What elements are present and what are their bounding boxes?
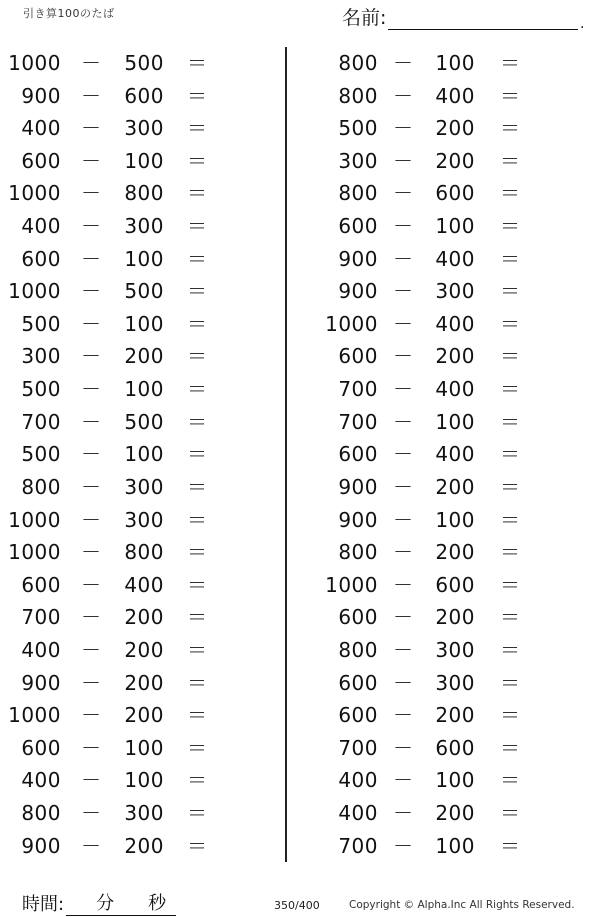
- equals-sign: ＝: [187, 279, 207, 304]
- minus-sign: －: [81, 801, 101, 826]
- subtrahend: 400: [124, 572, 164, 597]
- minus-sign: －: [81, 311, 101, 336]
- equals-sign: ＝: [187, 246, 207, 271]
- subtrahend: 600: [435, 181, 475, 206]
- equals-sign: ＝: [187, 474, 207, 499]
- equals-sign: ＝: [500, 507, 520, 532]
- equals-sign: ＝: [187, 801, 207, 826]
- minuend: 1000: [8, 507, 61, 532]
- minuend: 500: [21, 442, 61, 467]
- equals-sign: ＝: [187, 51, 207, 75]
- minuend: 300: [21, 344, 61, 369]
- subtrahend: 200: [435, 344, 475, 369]
- name-label: 名前:: [342, 7, 387, 29]
- subtrahend: 100: [435, 768, 475, 793]
- minus-sign: －: [81, 377, 101, 402]
- minuend: 900: [338, 246, 378, 271]
- minuend: 1000: [8, 181, 61, 206]
- minuend: 600: [338, 344, 378, 369]
- time-label: 時間:: [22, 894, 65, 915]
- minuend: 900: [338, 507, 378, 532]
- sheet-title: 引き算100のたば: [23, 7, 115, 20]
- equals-sign: ＝: [500, 181, 520, 206]
- minus-sign: －: [81, 670, 101, 695]
- equals-sign: ＝: [187, 605, 207, 630]
- subtrahend: 200: [124, 670, 164, 695]
- minus-sign: －: [81, 279, 101, 304]
- minus-sign: －: [393, 801, 413, 826]
- minuend: 600: [338, 703, 378, 728]
- subtrahend: 200: [435, 116, 475, 141]
- minus-sign: －: [81, 703, 101, 728]
- minuend: 700: [338, 735, 378, 760]
- seconds-label: 秒: [148, 893, 167, 914]
- equals-sign: ＝: [187, 833, 207, 858]
- minuend: 800: [338, 540, 378, 565]
- minuend: 1000: [325, 311, 378, 336]
- minus-sign: －: [81, 181, 101, 206]
- subtrahend: 200: [435, 703, 475, 728]
- column-divider: [285, 47, 287, 862]
- minus-sign: －: [81, 572, 101, 597]
- minus-sign: －: [393, 409, 413, 434]
- minus-sign: －: [81, 148, 101, 173]
- subtrahend: 100: [124, 735, 164, 760]
- equals-sign: ＝: [187, 670, 207, 695]
- equals-sign: ＝: [500, 735, 520, 760]
- subtrahend: 100: [435, 214, 475, 239]
- subtrahend: 400: [435, 442, 475, 467]
- minus-sign: －: [393, 637, 413, 662]
- minuend: 900: [21, 83, 61, 108]
- equals-sign: ＝: [187, 116, 207, 141]
- minuend: 600: [21, 735, 61, 760]
- subtrahend: 100: [435, 51, 475, 75]
- subtrahend: 100: [435, 507, 475, 532]
- equals-sign: ＝: [187, 83, 207, 108]
- minus-sign: －: [393, 474, 413, 499]
- copyright-notice: Copyright © Alpha.Inc All Rights Reserved.: [349, 899, 575, 911]
- equals-sign: ＝: [500, 148, 520, 173]
- minuend: 500: [338, 116, 378, 141]
- minuend: 500: [21, 377, 61, 402]
- subtrahend: 200: [435, 801, 475, 826]
- equals-sign: ＝: [187, 181, 207, 206]
- subtrahend: 200: [435, 605, 475, 630]
- subtrahend: 100: [435, 833, 475, 858]
- equals-sign: ＝: [500, 540, 520, 565]
- subtrahend: 500: [124, 51, 164, 75]
- minus-sign: －: [393, 605, 413, 630]
- equals-sign: ＝: [187, 703, 207, 728]
- minuend: 400: [338, 768, 378, 793]
- subtrahend: 100: [124, 311, 164, 336]
- minuend: 600: [338, 670, 378, 695]
- subtrahend: 600: [124, 83, 164, 108]
- name-dot: .: [579, 16, 585, 32]
- equals-sign: ＝: [500, 116, 520, 141]
- equals-sign: ＝: [500, 833, 520, 858]
- minuend: 600: [21, 246, 61, 271]
- minus-sign: －: [393, 833, 413, 858]
- subtrahend: 800: [124, 181, 164, 206]
- minus-sign: －: [81, 833, 101, 858]
- minus-sign: －: [393, 116, 413, 141]
- subtrahend: 100: [435, 409, 475, 434]
- minuend: 1000: [8, 279, 61, 304]
- subtrahend: 400: [435, 83, 475, 108]
- minuend: 500: [21, 311, 61, 336]
- minuend: 800: [21, 474, 61, 499]
- minus-sign: －: [81, 246, 101, 271]
- minuend: 300: [338, 148, 378, 173]
- minus-sign: －: [81, 768, 101, 793]
- minuend: 600: [338, 605, 378, 630]
- equals-sign: ＝: [500, 83, 520, 108]
- subtrahend: 500: [124, 279, 164, 304]
- minus-sign: －: [393, 83, 413, 108]
- subtrahend: 100: [124, 442, 164, 467]
- minuend: 1000: [325, 572, 378, 597]
- equals-sign: ＝: [500, 246, 520, 271]
- equals-sign: ＝: [500, 51, 520, 75]
- minus-sign: －: [393, 768, 413, 793]
- minus-sign: －: [393, 51, 413, 75]
- subtrahend: 600: [435, 735, 475, 760]
- minus-sign: －: [393, 572, 413, 597]
- minus-sign: －: [393, 344, 413, 369]
- minuend: 600: [21, 148, 61, 173]
- minus-sign: －: [81, 442, 101, 467]
- equals-sign: ＝: [187, 377, 207, 402]
- minuend: 800: [338, 83, 378, 108]
- equals-sign: ＝: [500, 409, 520, 434]
- subtrahend: 300: [124, 474, 164, 499]
- minus-sign: －: [393, 214, 413, 239]
- subtrahend: 100: [124, 377, 164, 402]
- subtrahend: 600: [435, 572, 475, 597]
- subtrahend: 200: [435, 540, 475, 565]
- minuend: 700: [338, 833, 378, 858]
- minus-sign: －: [81, 605, 101, 630]
- equals-sign: ＝: [500, 703, 520, 728]
- equals-sign: ＝: [187, 507, 207, 532]
- subtrahend: 200: [124, 637, 164, 662]
- subtrahend: 200: [124, 703, 164, 728]
- minus-sign: －: [393, 377, 413, 402]
- equals-sign: ＝: [187, 344, 207, 369]
- equals-sign: ＝: [500, 344, 520, 369]
- equals-sign: ＝: [500, 474, 520, 499]
- minuend: 700: [21, 409, 61, 434]
- name-area: [342, 6, 585, 32]
- subtrahend: 200: [435, 148, 475, 173]
- minus-sign: －: [393, 703, 413, 728]
- subtrahend: 300: [124, 116, 164, 141]
- subtrahend: 100: [124, 246, 164, 271]
- minuend: 600: [338, 442, 378, 467]
- minuend: 700: [338, 409, 378, 434]
- minus-sign: －: [393, 507, 413, 532]
- equals-sign: ＝: [500, 442, 520, 467]
- equals-sign: ＝: [500, 311, 520, 336]
- subtrahend: 300: [435, 637, 475, 662]
- minus-sign: －: [81, 735, 101, 760]
- minuend: 600: [21, 572, 61, 597]
- minuend: 800: [338, 637, 378, 662]
- subtrahend: 500: [124, 409, 164, 434]
- minuend: 400: [21, 214, 61, 239]
- subtrahend: 300: [435, 670, 475, 695]
- minus-sign: －: [81, 507, 101, 532]
- minutes-label: 分: [96, 893, 115, 914]
- equals-sign: ＝: [500, 572, 520, 597]
- minus-sign: －: [81, 51, 101, 75]
- minuend: 800: [21, 801, 61, 826]
- minuend: 400: [21, 768, 61, 793]
- equals-sign: ＝: [187, 768, 207, 793]
- equals-sign: ＝: [187, 214, 207, 239]
- minus-sign: －: [393, 540, 413, 565]
- minus-sign: －: [81, 214, 101, 239]
- minuend: 900: [21, 670, 61, 695]
- equals-sign: ＝: [187, 409, 207, 434]
- minuend: 1000: [8, 540, 61, 565]
- name-field[interactable]: [388, 11, 585, 32]
- equals-sign: ＝: [500, 637, 520, 662]
- subtrahend: 300: [124, 507, 164, 532]
- subtrahend: 200: [124, 605, 164, 630]
- page-number: 350/400: [274, 899, 320, 912]
- subtrahend: 400: [435, 246, 475, 271]
- minuend: 900: [21, 833, 61, 858]
- equals-sign: ＝: [187, 442, 207, 467]
- minuend: 400: [21, 116, 61, 141]
- minus-sign: －: [393, 735, 413, 760]
- minus-sign: －: [393, 670, 413, 695]
- equals-sign: ＝: [500, 214, 520, 239]
- minus-sign: －: [81, 540, 101, 565]
- minuend: 400: [21, 637, 61, 662]
- minus-sign: －: [393, 442, 413, 467]
- equals-sign: ＝: [187, 540, 207, 565]
- equals-sign: ＝: [187, 148, 207, 173]
- subtrahend: 200: [435, 474, 475, 499]
- minus-sign: －: [393, 279, 413, 304]
- minus-sign: －: [393, 246, 413, 271]
- equals-sign: ＝: [500, 279, 520, 304]
- subtrahend: 400: [435, 377, 475, 402]
- equals-sign: ＝: [500, 768, 520, 793]
- equals-sign: ＝: [500, 605, 520, 630]
- minuend: 900: [338, 474, 378, 499]
- minuend: 900: [338, 279, 378, 304]
- minus-sign: －: [81, 116, 101, 141]
- subtrahend: 300: [435, 279, 475, 304]
- minus-sign: －: [393, 311, 413, 336]
- subtrahend: 100: [124, 148, 164, 173]
- time-field[interactable]: [66, 895, 176, 916]
- equals-sign: ＝: [187, 572, 207, 597]
- minuend: 800: [338, 51, 378, 75]
- minuend: 700: [338, 377, 378, 402]
- subtrahend: 200: [124, 344, 164, 369]
- subtrahend: 100: [124, 768, 164, 793]
- minuend: 1000: [8, 703, 61, 728]
- subtrahend: 400: [435, 311, 475, 336]
- equals-sign: ＝: [500, 801, 520, 826]
- subtrahend: 300: [124, 214, 164, 239]
- equals-sign: ＝: [500, 670, 520, 695]
- minus-sign: －: [393, 148, 413, 173]
- minus-sign: －: [81, 83, 101, 108]
- minus-sign: －: [81, 637, 101, 662]
- equals-sign: ＝: [187, 311, 207, 336]
- time-record: [22, 890, 176, 916]
- subtrahend: 300: [124, 801, 164, 826]
- minuend: 1000: [8, 51, 61, 75]
- minuend: 400: [338, 801, 378, 826]
- subtrahend: 200: [124, 833, 164, 858]
- minus-sign: －: [393, 181, 413, 206]
- minus-sign: －: [81, 474, 101, 499]
- equals-sign: ＝: [187, 637, 207, 662]
- minuend: 700: [21, 605, 61, 630]
- subtrahend: 800: [124, 540, 164, 565]
- minus-sign: －: [81, 344, 101, 369]
- minuend: 600: [338, 214, 378, 239]
- equals-sign: ＝: [187, 735, 207, 760]
- equals-sign: ＝: [500, 377, 520, 402]
- minus-sign: －: [81, 409, 101, 434]
- minuend: 800: [338, 181, 378, 206]
